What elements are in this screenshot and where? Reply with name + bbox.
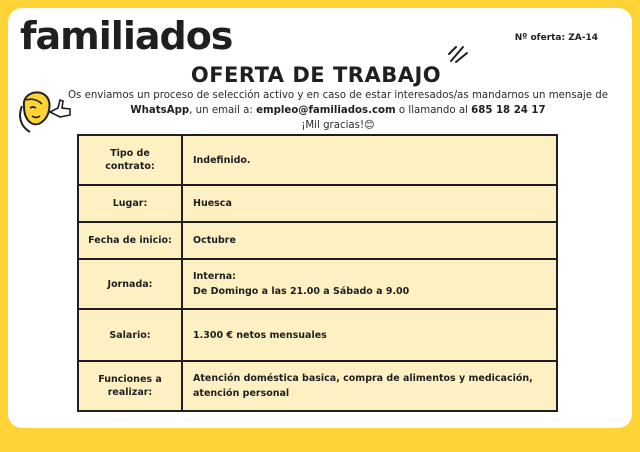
row-label: Salario: (78, 309, 182, 361)
phone-number[interactable]: 685 18 24 17 (471, 105, 546, 116)
email-prefix: , un email a: (189, 105, 253, 116)
row-value: 1.300 € netos mensuales (182, 309, 557, 361)
row-label: Funciones a realizar: (78, 361, 182, 411)
row-value-line-2: atención personal (193, 388, 290, 399)
row-value-line-1: Interna: (193, 271, 236, 282)
intro-line-2 (60, 103, 616, 118)
whatsapp-label: WhatsApp (130, 105, 190, 116)
row-value (182, 259, 557, 309)
intro-line-1: Os enviamos un proceso de selección activo y en caso de estar interesados/as mandarnos un mensaje de (68, 90, 608, 101)
intro-text (60, 88, 616, 133)
thanks-text: ¡Mil gracias!😊 (301, 120, 375, 131)
table-row (78, 135, 557, 185)
table-row (78, 259, 557, 309)
job-details-table (77, 134, 558, 412)
row-label: Tipo de contrato: (78, 135, 182, 185)
sparkle-icon (448, 44, 470, 64)
row-value-line-2: De Domingo a las 21.00 a Sábado a 9.00 (193, 286, 410, 297)
row-value: Huesca (182, 185, 557, 222)
row-label: Lugar: (78, 185, 182, 222)
email-link[interactable]: empleo@familiados.com (256, 105, 396, 116)
row-value (182, 361, 557, 411)
familiados-logo: familiados (20, 14, 233, 58)
table-row (78, 309, 557, 361)
table-row (78, 185, 557, 222)
row-label: Fecha de inicio: (78, 222, 182, 259)
row-value-line-1: Atención doméstica basica, compra de alimentos y medicación, (193, 373, 533, 384)
table-row (78, 361, 557, 411)
table-row (78, 222, 557, 259)
offer-number: Nº oferta: ZA-14 (514, 33, 598, 43)
row-value: Octubre (182, 222, 557, 259)
row-value: Indefinido. (182, 135, 557, 185)
row-label: Jornada: (78, 259, 182, 309)
page-title: OFERTA DE TRABAJO (190, 63, 442, 87)
phone-prefix: o llamando al (398, 105, 468, 116)
